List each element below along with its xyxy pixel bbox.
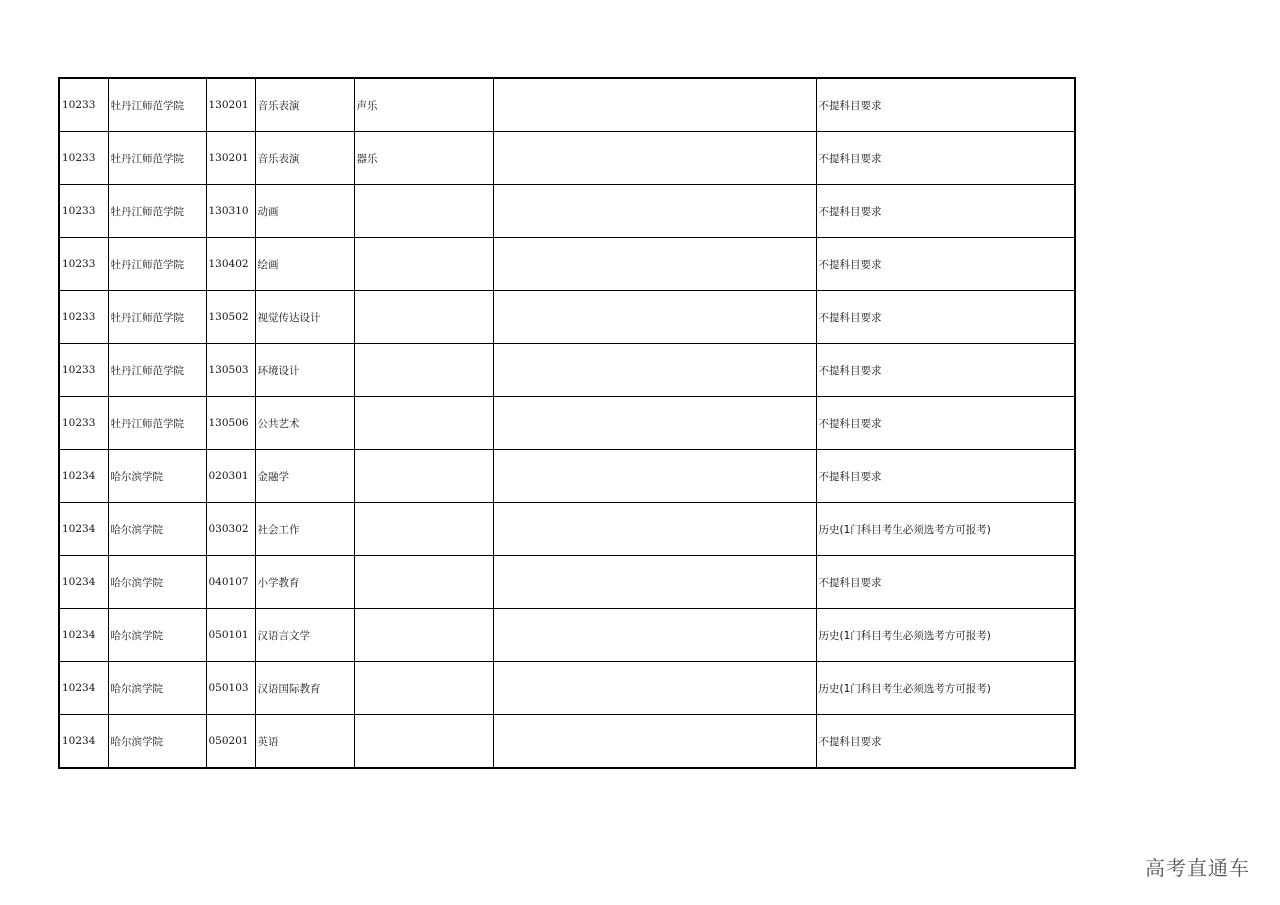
school-code-cell: 10233 (59, 78, 108, 132)
direction-cell (354, 397, 493, 450)
school-code-cell: 10234 (59, 503, 108, 556)
subject-requirement-cell: 不提科目要求 (816, 715, 1075, 769)
note-cell (493, 344, 816, 397)
table-row (59, 291, 1075, 344)
table-row (59, 78, 1075, 132)
direction-cell (354, 609, 493, 662)
direction-cell (354, 185, 493, 238)
school-code-cell: 10233 (59, 344, 108, 397)
note-cell (493, 609, 816, 662)
table-row (59, 185, 1075, 238)
table-row (59, 238, 1075, 291)
table-row (59, 609, 1075, 662)
major-code-cell: 030302 (206, 503, 255, 556)
major-name-cell: 英语 (255, 715, 354, 769)
school-name-cell: 牡丹江师范学院 (108, 238, 206, 291)
major-name-cell: 视觉传达设计 (255, 291, 354, 344)
table-row (59, 556, 1075, 609)
direction-cell (354, 715, 493, 769)
school-name-cell: 哈尔滨学院 (108, 503, 206, 556)
subject-requirement-cell: 不提科目要求 (816, 450, 1075, 503)
major-code-cell: 050101 (206, 609, 255, 662)
major-name-cell: 小学教育 (255, 556, 354, 609)
school-code-cell: 10233 (59, 185, 108, 238)
school-code-cell: 10234 (59, 556, 108, 609)
note-cell (493, 715, 816, 769)
note-cell (493, 397, 816, 450)
major-name-cell: 社会工作 (255, 503, 354, 556)
table-row (59, 503, 1075, 556)
school-code-cell: 10234 (59, 450, 108, 503)
subject-requirement-cell: 不提科目要求 (816, 291, 1075, 344)
major-code-cell: 130201 (206, 132, 255, 185)
table-row (59, 397, 1075, 450)
subject-requirement-cell: 历史(1门科目考生必须选考方可报考) (816, 662, 1075, 715)
school-code-cell: 10233 (59, 291, 108, 344)
school-name-cell: 哈尔滨学院 (108, 609, 206, 662)
major-code-cell: 130506 (206, 397, 255, 450)
major-name-cell: 绘画 (255, 238, 354, 291)
note-cell (493, 291, 816, 344)
school-name-cell: 牡丹江师范学院 (108, 397, 206, 450)
school-code-cell: 10233 (59, 132, 108, 185)
major-code-cell: 130310 (206, 185, 255, 238)
subject-requirement-cell: 历史(1门科目考生必须选考方可报考) (816, 609, 1075, 662)
note-cell (493, 662, 816, 715)
note-cell (493, 450, 816, 503)
school-code-cell: 10233 (59, 397, 108, 450)
major-name-cell: 音乐表演 (255, 132, 354, 185)
note-cell (493, 556, 816, 609)
table-row (59, 344, 1075, 397)
school-name-cell: 哈尔滨学院 (108, 450, 206, 503)
major-name-cell: 音乐表演 (255, 78, 354, 132)
school-name-cell: 牡丹江师范学院 (108, 344, 206, 397)
direction-cell (354, 344, 493, 397)
subject-requirement-cell: 不提科目要求 (816, 185, 1075, 238)
table-row (59, 662, 1075, 715)
table-row (59, 450, 1075, 503)
subject-requirement-cell: 历史(1门科目考生必须选考方可报考) (816, 503, 1075, 556)
school-name-cell: 牡丹江师范学院 (108, 291, 206, 344)
major-code-cell: 050103 (206, 662, 255, 715)
note-cell (493, 185, 816, 238)
table-row (59, 715, 1075, 769)
note-cell (493, 503, 816, 556)
subject-requirement-cell: 不提科目要求 (816, 397, 1075, 450)
school-code-cell: 10234 (59, 662, 108, 715)
school-name-cell: 哈尔滨学院 (108, 715, 206, 769)
school-name-cell: 牡丹江师范学院 (108, 132, 206, 185)
note-cell (493, 132, 816, 185)
school-name-cell: 牡丹江师范学院 (108, 185, 206, 238)
subject-requirement-cell: 不提科目要求 (816, 132, 1075, 185)
major-code-cell: 130502 (206, 291, 255, 344)
direction-cell (354, 556, 493, 609)
direction-cell (354, 503, 493, 556)
subject-requirements-table (58, 77, 1076, 769)
school-name-cell: 哈尔滨学院 (108, 556, 206, 609)
direction-cell (354, 662, 493, 715)
watermark-text: 高考直通车 (1145, 856, 1250, 880)
subject-requirement-cell: 不提科目要求 (816, 556, 1075, 609)
note-cell (493, 78, 816, 132)
direction-cell: 器乐 (354, 132, 493, 185)
major-name-cell: 汉语国际教育 (255, 662, 354, 715)
subject-requirement-cell: 不提科目要求 (816, 238, 1075, 291)
major-name-cell: 汉语言文学 (255, 609, 354, 662)
major-code-cell: 130201 (206, 78, 255, 132)
note-cell (493, 238, 816, 291)
major-code-cell: 040107 (206, 556, 255, 609)
subject-requirement-cell: 不提科目要求 (816, 344, 1075, 397)
major-code-cell: 050201 (206, 715, 255, 769)
major-code-cell: 020301 (206, 450, 255, 503)
direction-cell (354, 450, 493, 503)
major-name-cell: 金融学 (255, 450, 354, 503)
table-row (59, 132, 1075, 185)
direction-cell (354, 291, 493, 344)
subject-requirement-cell: 不提科目要求 (816, 78, 1075, 132)
school-code-cell: 10233 (59, 238, 108, 291)
school-code-cell: 10234 (59, 609, 108, 662)
major-name-cell: 动画 (255, 185, 354, 238)
direction-cell (354, 238, 493, 291)
school-code-cell: 10234 (59, 715, 108, 769)
major-code-cell: 130402 (206, 238, 255, 291)
table-body (59, 78, 1075, 768)
major-name-cell: 环境设计 (255, 344, 354, 397)
school-name-cell: 牡丹江师范学院 (108, 78, 206, 132)
major-name-cell: 公共艺术 (255, 397, 354, 450)
major-code-cell: 130503 (206, 344, 255, 397)
school-name-cell: 哈尔滨学院 (108, 662, 206, 715)
direction-cell: 声乐 (354, 78, 493, 132)
